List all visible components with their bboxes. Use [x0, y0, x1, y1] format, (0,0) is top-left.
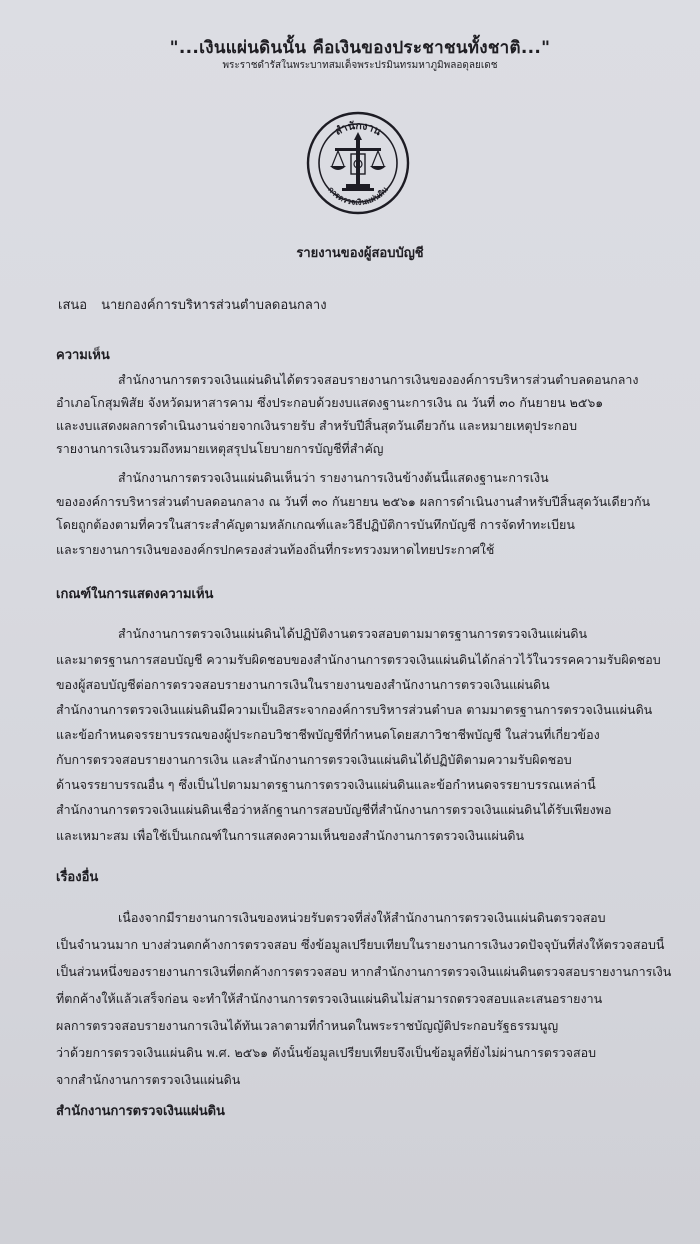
paragraph-line: ของผู้สอบบัญชีต่อการตรวจสอบรายงานการเงินในรายงานของสำนักงานการตรวจเงินแผ่นดิน	[56, 677, 550, 692]
paragraph-line: เป็นจำนวนมาก บางส่วนตกค้างการตรวจสอบ ซึ่งข้อมูลเปรียบเทียบในรายงานการเงินงวดปัจจุบันที่ส่งให้ตรวจสอบนี้	[56, 937, 665, 952]
paragraph-line: และเหมาะสม เพื่อใช้เป็นเกณฑ์ในการแสดงความเห็นของสำนักงานการตรวจเงินแผ่นดิน	[56, 828, 525, 843]
paragraph-line: และรายงานการเงินขององค์กรปกครองส่วนท้องถิ่นที่กระทรวงมหาดไทยประกาศใช้	[56, 542, 495, 557]
seal-top-text: สำนักงาน	[333, 119, 384, 139]
paragraph-line: รายงานการเงินรวมถึงหมายเหตุสรุปนโยบายการบัญชีที่สำคัญ	[56, 441, 384, 456]
section-heading-opinion: ความเห็น	[56, 348, 110, 363]
paragraph-line: สำนักงานการตรวจเงินแผ่นดินเชื่อว่าหลักฐานการสอบบัญชีที่สำนักงานการตรวจเงินแผ่นดินได้รับเพียงพอ	[56, 802, 612, 817]
seal-bottom-text: การตรวจเงินแผ่นดิน	[326, 185, 390, 208]
addressee-name: นายกองค์การบริหารส่วนตำบลดอนกลาง	[101, 298, 327, 313]
paragraph-line: ขององค์การบริหารส่วนตำบลดอนกลาง ณ วันที่ ๓๐ กันยายน ๒๕๖๑ ผลการดำเนินงานสำหรับปีสิ้นสุดวันเดียวกัน	[56, 494, 651, 509]
paragraph-line: สำนักงานการตรวจเงินแผ่นดินมีความเป็นอิสระจากองค์การบริหารส่วนตำบล ตามมาตรฐานการตรวจเงินแผ่นดิน	[56, 702, 653, 717]
oag-seal-icon	[305, 110, 411, 216]
paragraph-line: จากสำนักงานการตรวจเงินแผ่นดิน	[56, 1072, 241, 1087]
paragraph-line: โดยถูกต้องตามที่ควรในสาระสำคัญตามหลักเกณฑ์และวิธีปฏิบัติการบันทึกบัญชี การจัดทำทะเบียน	[56, 517, 575, 532]
paragraph-line: เป็นส่วนหนึ่งของรายงานการเงินที่ตกค้างการตรวจสอบ หากสำนักงานการตรวจเงินแผ่นดินตรวจสอบรายงานการเงิน	[56, 964, 672, 979]
paragraph-line: กับการตรวจสอบรายงานการเงิน และสำนักงานการตรวจเงินแผ่นดินได้ปฏิบัติตามความรับผิดชอบ	[56, 752, 572, 767]
paragraph-line: สำนักงานการตรวจเงินแผ่นดินได้ปฏิบัติงานตรวจสอบตามมาตรฐานการตรวจเงินแผ่นดิน	[118, 626, 588, 641]
paragraph-line: และมาตรฐานการสอบบัญชี ความรับผิดชอบของสำนักงานการตรวจเงินแผ่นดินได้กล่าวไว้ในวรรคความรับผิดชอบ	[56, 652, 661, 667]
section-heading-basis: เกณฑ์ในการแสดงความเห็น	[56, 587, 214, 602]
addressee-line	[58, 294, 327, 315]
paragraph-line: สำนักงานการตรวจเงินแผ่นดินได้ตรวจสอบรายงานการเงินขององค์การบริหารส่วนตำบลดอนกลาง	[118, 372, 639, 387]
paragraph-line: ที่ตกค้างให้แล้วเสร็จก่อน จะทำให้สำนักงานการตรวจเงินแผ่นดินไม่สามารถตรวจสอบและเสนอรายงาน	[56, 991, 603, 1006]
motto-source: พระราชดำรัสในพระบาทสมเด็จพระปรมินทรมหาภูมิพลอดุลยเดช	[222, 60, 498, 71]
paragraph-line: ว่าด้วยการตรวจเงินแผ่นดิน พ.ศ. ๒๕๖๑ ดังนั้นข้อมูลเปรียบเทียบจึงเป็นข้อมูลที่ยังไม่ผ่านการตรวจสอบ	[56, 1045, 597, 1060]
addressee-label: เสนอ	[58, 298, 88, 313]
paragraph-line: และข้อกำหนดจรรยาบรรณของผู้ประกอบวิชาชีพบัญชีที่กำหนดโดยสภาวิชาชีพบัญชี ในส่วนที่เกี่ยวข้อง	[56, 727, 600, 742]
paragraph-line: ผลการตรวจสอบรายงานการเงินได้ทันเวลาตามที่กำหนดในพระราชบัญญัติประกอบรัฐธรรมนูญ	[56, 1018, 559, 1033]
signature-office: สำนักงานการตรวจเงินแผ่นดิน	[56, 1104, 225, 1119]
royal-motto: "...เงินแผ่นดินนั้น คือเงินของประชาชนทั้งชาติ..."	[169, 38, 551, 58]
report-title: รายงานของผู้สอบบัญชี	[296, 246, 424, 261]
section-heading-other: เรื่องอื่น	[56, 870, 99, 885]
paragraph-line: สำนักงานการตรวจเงินแผ่นดินเห็นว่า รายงานการเงินข้างต้นนี้แสดงฐานะการเงิน	[118, 470, 549, 485]
paragraph-line: เนื่องจากมีรายงานการเงินของหน่วยรับตรวจที่ส่งให้สำนักงานการตรวจเงินแผ่นดินตรวจสอบ	[118, 910, 606, 925]
paragraph-line: อำเภอโกสุมพิสัย จังหวัดมหาสารคาม ซึ่งประกอบด้วยงบแสดงฐานะการเงิน ณ วันที่ ๓๐ กันยายน ๒๕๖๑	[56, 395, 604, 410]
paragraph-line: และงบแสดงผลการดำเนินงานจ่ายจากเงินรายรับ สำหรับปีสิ้นสุดวันเดียวกัน และหมายเหตุประกอบ	[56, 418, 578, 433]
paragraph-line: ด้านจรรยาบรรณอื่น ๆ ซึ่งเป็นไปตามมาตรฐานการตรวจเงินแผ่นดินและข้อกำหนดจรรยาบรรณเหล่านี้	[56, 777, 596, 792]
